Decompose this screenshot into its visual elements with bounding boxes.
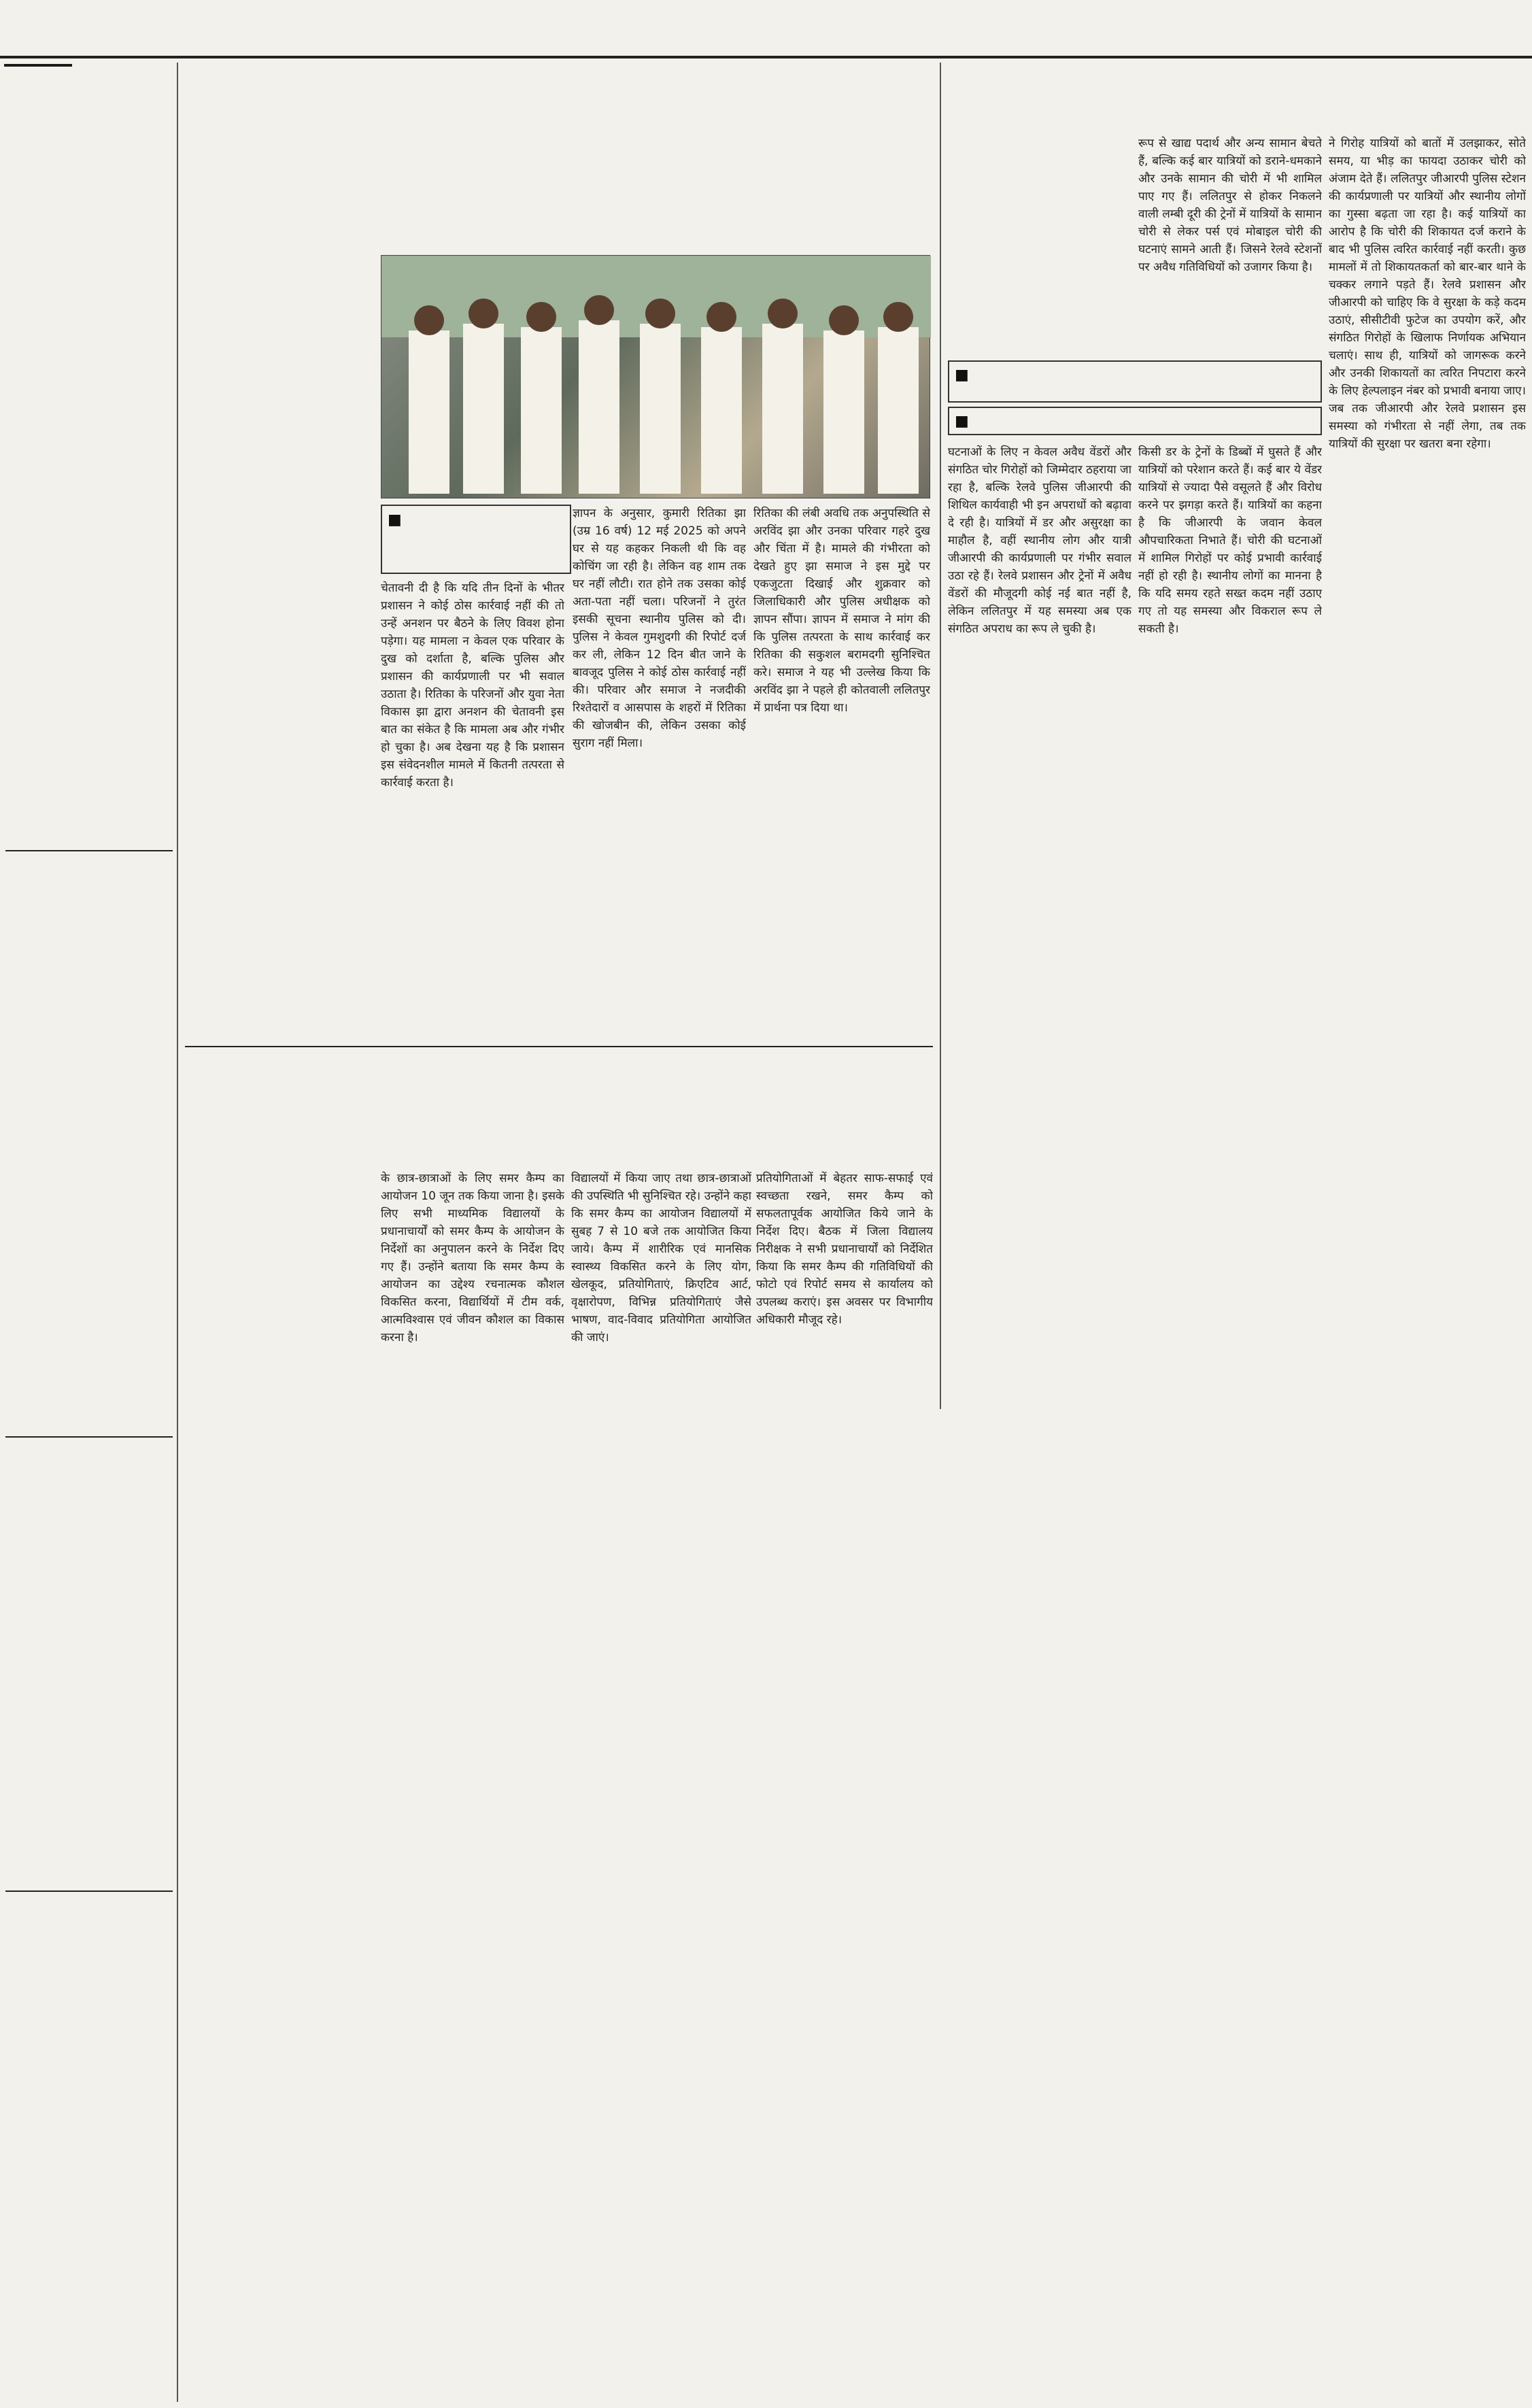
vendor-body-col3: ने गिरोह यात्रियों को बातों में उलझाकर, सोते समय, या भीड़ का फायदा उठाकर चोरी को अंजाम देते हैं। ललितपुर जीआरपी पुलिस स्टेशन की कार्यप्रणाली पर यात्रियों और स्थानीय लोगों का गुस्सा बढ़ता जा रहा है। कई यात्रियों का आरोप है कि चोरी की शिकायत दर्ज कराने के बाद भी पुलिस त्वरित कार्रवाई नहीं करती। कुछ मामलों में तो शिकायतकर्ता को बार-बार थाने के चक्कर लगाने पड़ते हैं। रेलवे प्रशासन और जीआरपी को चाहिए कि वे सुरक्षा के कड़े कदम उठाएं, सीसीटीवी फुटेज का उपयोग करें, और संगठित गिरोहों के खिलाफ निर्णायक अभियान चलाएं। साथ ही, यात्रियों को जागरूक करने और उनकी शिकायतों का त्वरित निपटारा करने के लिए हेल्पलाइन नंबर को प्रभावी बनाया जाए। जब तक जीआरपी और रेलवे प्रशासन इस समस्या को गंभीरता से नहीं लेगा, तब तक यात्रियों की सुरक्षा पर खतरा बना रहेगा।: [1329, 137, 1526, 451]
summer-camp-body-col1: [197, 1170, 374, 1360]
lead-headline: [197, 63, 932, 246]
sidebar-story-1-body: [5, 212, 173, 845]
lead-photo: [381, 255, 930, 498]
vendor-pullquote-1: [948, 360, 1322, 403]
group-photo-illustration: [381, 256, 931, 499]
sidebar-story-3-body: [5, 1516, 173, 1884]
masthead: [0, 0, 1532, 58]
sidebar-story-2-body: [5, 915, 173, 1432]
lead-body-col3: ज्ञापन के अनुसार, कुमारी रितिका झा (उम्र 16 वर्ष) 12 मई 2025 को अपने घर से यह कहकर निकली थी कि वह कोचिंग जा रही है। लेकिन वह शाम तक घर नहीं लौटी। रात होने तक उसका कोई अता-पता नहीं चला। परिजनों ने तुरंत इसकी सूचना स्थानीय पुलिस को दी। पुलिस ने केवल गुमशुदगी की रिपोर्ट दर्ज कर ली, लेकिन 12 दिन बीत जाने के बावजूद पुलिस ने कोई ठोस कार्रवाई नहीं की। परिवार और समाज ने नजदीकी रिश्तेदारों व आसपास के शहरों में रितिका की खोजबीन की, लेकिन उसका कोई सुराग नहीं मिला।: [573, 507, 746, 750]
vendor-body-col1b: घटनाओं के लिए न केवल अवैध वेंडरों और संगठित चोर गिरोहों को जिम्मेदार ठहराया जा रहा है, बल्कि रेलवे पुलिस जीआरपी की शिथिल कार्यवाही भी इन अपराधों को बढ़ावा दे रही है। यात्रियों में डर और असुरक्षा का माहौल है, वहीं स्थानीय लोग और यात्री जीआरपी की कार्यप्रणाली पर गंभीर सवाल उठा रहे हैं। रेलवे प्रशासन और ट्रेनों में अवैध वेंडरों की मौजूदगी कोई नई बात नहीं है, लेकिन ललितपुर में यह समस्या अब एक संगठित अपराध का रूप ले चुकी है।: [948, 445, 1131, 636]
vendor-body-col2b: किसी डर के ट्रेनों के डिब्बों में घुसते हैं और यात्रियों को परेशान करते हैं। कई बार ये वेंडर यात्रियों से ज्यादा पैसे वसूलते हैं और विरोध करने पर झगड़ा करते हैं। यात्रियों का कहना है कि जीआरपी के जवान केवल औपचारिकता निभाते हैं। चोरी की घटनाओं में शामिल गिरोहों पर कोई प्रभावी कार्रवाई नहीं हो रही है। स्थानीय लोगों का मानना है कि यदि समय रहते सख्त कदम नहीं उठाए गए तो यह समस्या और विकराल रूप ले सकती है।: [1138, 445, 1322, 636]
vendor-body-col1: [948, 158, 1131, 355]
vendor-body-col2: रूप से खाद्य पदार्थ और अन्य सामान बेचते हैं, बल्कि कई बार यात्रियों को डराने-धमकाने और उनके सामान की चोरी में भी शामिल पाए गए हैं। ललितपुर से होकर निकलने वाली लम्बी दूरी की ट्रेनों में यात्रियों के सामान चोरी से लेकर पर्स एवं मोबाइल चोरी की घटनाएं सामने आती हैं। जिसने रेलवे स्टेशनों पर अवैध गतिविधियों को उजागर किया है।: [1138, 137, 1322, 274]
lead-body-col2: चेतावनी दी है कि यदि तीन दिनों के भीतर प्रशासन ने कोई ठोस कार्रवाई नहीं की तो उन्हें अनशन पर बैठने के लिए विवश होना पड़ेगा। यह मामला न केवल एक परिवार के दुख को दर्शाता है, बल्कि पुलिस और प्रशासन की कार्यप्रणाली पर भी सवाल उठाता है। रितिका के परिजनों और युवा नेता विकास झा द्वारा अनशन की चेतावनी इस बात का संकेत है कि मामला अब और गंभीर हो चुका है। अब देखना यह है कि प्रशासन इस संवेदनशील मामले में कितनी तत्परता से कार्रवाई करता है।: [381, 581, 564, 790]
lead-body-col1: [196, 292, 373, 1037]
vendor-pullquote-2: [948, 407, 1322, 435]
sidebar-story-4-body: [5, 1986, 173, 2394]
summer-camp-body-col2: [197, 1363, 374, 1397]
lead-body-col4: रितिका की लंबी अवधि तक अनुपस्थिति से अरविंद झा और उनका परिवार गहरे दुख और चिंता में है। मामले की गंभीरता को देखते हुए झा समाज ने इस मुद्दे पर एकजुटता दिखाई और शुक्रवार को जिलाधिकारी और पुलिस अधीक्षक को ज्ञापन सौंपा। ज्ञापन में समाज ने मांग की कि पुलिस तत्परता के साथ कार्रवाई कर रितिका की सकुशल बरामदगी सुनिश्चित करे। समाज ने यह भी उल्लेख किया कि अरविंद झा ने पहले ही कोतवाली ललितपुर में प्रार्थना पत्र दिया था।: [753, 507, 930, 715]
lead-pullquote: [381, 505, 571, 574]
sidebar-label: [4, 64, 72, 67]
summer-camp-body-col5: प्रतियोगिताओं में बेहतर साफ-सफाई एवं स्वच्छता रखने, समर कैम्प को सफलतापूर्वक आयोजित किये जाने के निर्देश दिए। बैठक में जिला विद्यालय निरीक्षक ने सभी प्रधानाचार्यों को निर्देशित किया कि समर कैम्प की गतिविधियों की फोटो एवं रिपोर्ट समय से कार्यालय को उपलब्ध कराएं। इस अवसर पर विभागीय अधिकारी मौजूद रहे।: [756, 1172, 933, 1327]
summer-camp-body-col3: के छात्र-छात्राओं के लिए समर कैम्प का आयोजन 10 जून तक किया जाना है। इसके लिए सभी माध्यमिक विद्यालयों के प्रधानाचार्यों को समर कैम्प के आयोजन के निर्देशों का अनुपालन करने के निर्देश दिए गए हैं। उन्होंने बताया कि समर कैम्प के आयोजन का उद्देश्य रचनात्मक कौशल विकसित करना, विद्यार्थियों में टीम वर्क, आत्मविश्वास एवं जीवन कौशल का विकास करना है।: [381, 1172, 564, 1344]
summer-camp-body-col4: विद्यालयों में किया जाए तथा छात्र-छात्राओं की उपस्थिति भी सुनिश्चित रहे। उन्होंने कहा कि समर कैम्प का आयोजन विद्यालयों में सुबह 7 से 10 बजे तक आयोजित किया जाये। कैम्प में शारीरिक एवं मानसिक स्वास्थ्य विकसित करने के लिए योग, खेलकूद, प्रतियोगिताएं, क्रिएटिव आर्ट, वृक्षारोपण, विभिन्न प्रतियोगिताएं जैसे भाषण, वाद-विवाद प्रतियोगिता आयोजित की जाएं।: [571, 1172, 751, 1344]
